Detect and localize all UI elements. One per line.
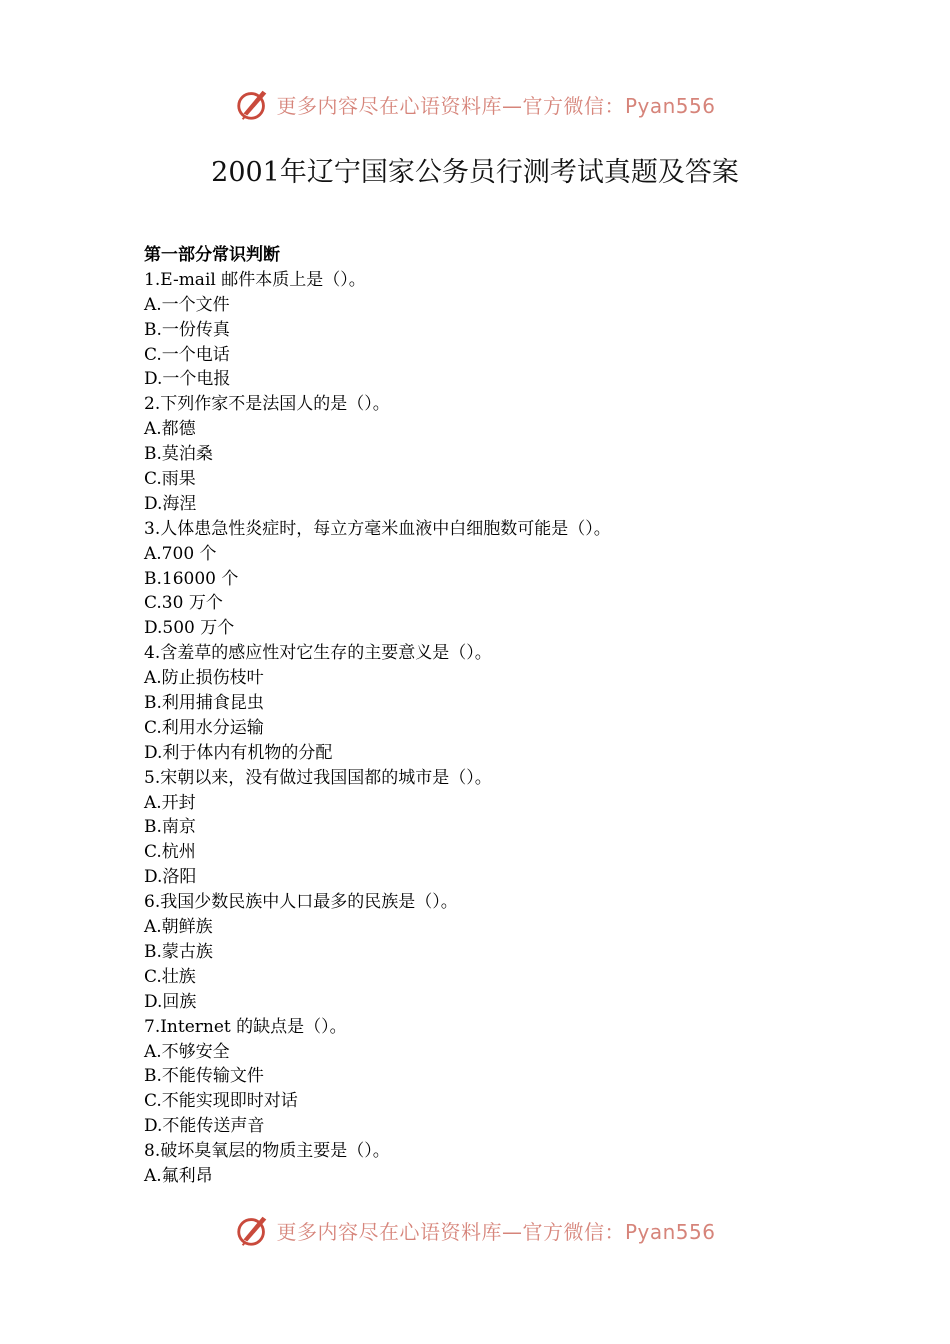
question-text: 4.含羞草的感应性对它生存的主要意义是（）。: [144, 643, 492, 664]
answer-option: B.利用捕食昆虫: [144, 693, 264, 714]
section-heading: 第一部分常识判断: [144, 245, 280, 265]
answer-option: C.利用水分运输: [144, 717, 264, 738]
answer-option: C.壮族: [144, 966, 196, 987]
footer-watermark-banner: [0, 1210, 950, 1250]
question-text: 3.人体患急性炎症时，每立方毫米血液中白细胞数可能是（）。: [144, 518, 611, 539]
banner-text: 更多内容尽在心语资料库—官方微信：Pyan556: [276, 93, 716, 118]
answer-option: B.16000 个: [144, 568, 239, 589]
answer-option: D.利于体内有机物的分配: [144, 742, 333, 763]
answer-option: D.不能传送声音: [144, 1116, 265, 1137]
answer-option: D.一个电报: [144, 369, 231, 390]
answer-option: A.不够安全: [144, 1041, 230, 1062]
question-text: 2.下列作家不是法国人的是（）。: [144, 394, 390, 415]
answer-option: C.不能实现即时对话: [144, 1091, 298, 1112]
question-text: 5.宋朝以来，没有做过我国国都的城市是（）。: [144, 767, 492, 788]
answer-option: A.一个文件: [144, 294, 230, 315]
answer-option: A.氟利昂: [144, 1165, 213, 1186]
answer-option: A.朝鲜族: [144, 917, 213, 938]
question-text: 7.Internet 的缺点是（）。: [144, 1016, 347, 1037]
answer-option: A.防止损伤枝叶: [144, 668, 264, 689]
question-text: 8.破坏臭氧层的物质主要是（）。: [144, 1141, 390, 1162]
answer-option: A.700 个: [144, 543, 217, 564]
answer-option: C.杭州: [144, 842, 196, 863]
answer-option: B.莫泊桑: [144, 444, 213, 465]
answer-option: D.回族: [144, 991, 197, 1012]
document-title: 2001年辽宁国家公务员行测考试真题及答案: [211, 157, 739, 188]
answer-option: B.蒙古族: [144, 941, 213, 962]
question-text: 1.E-mail 邮件本质上是（）。: [144, 269, 366, 290]
answer-option: B.南京: [144, 817, 196, 838]
answer-option: C.一个电话: [144, 344, 230, 365]
answer-option: C.雨果: [144, 469, 196, 490]
question-text: 6.我国少数民族中人口最多的民族是（）。: [144, 892, 458, 913]
answer-option: C.30 万个: [144, 593, 223, 614]
answer-option: B.一份传真: [144, 319, 230, 340]
answer-option: A.开封: [144, 792, 196, 813]
document-body: [144, 243, 864, 1189]
answer-option: B.不能传输文件: [144, 1066, 264, 1087]
answer-option: D.海涅: [144, 493, 197, 514]
answer-option: D.500 万个: [144, 618, 235, 639]
quill-pen-logo-icon: [234, 85, 272, 123]
banner-text: 更多内容尽在心语资料库—官方微信：Pyan556: [276, 1219, 716, 1244]
header-watermark-banner: [0, 84, 950, 124]
quill-pen-logo-icon: [234, 1211, 272, 1249]
answer-option: D.洛阳: [144, 867, 197, 888]
answer-option: A.都德: [144, 419, 196, 440]
